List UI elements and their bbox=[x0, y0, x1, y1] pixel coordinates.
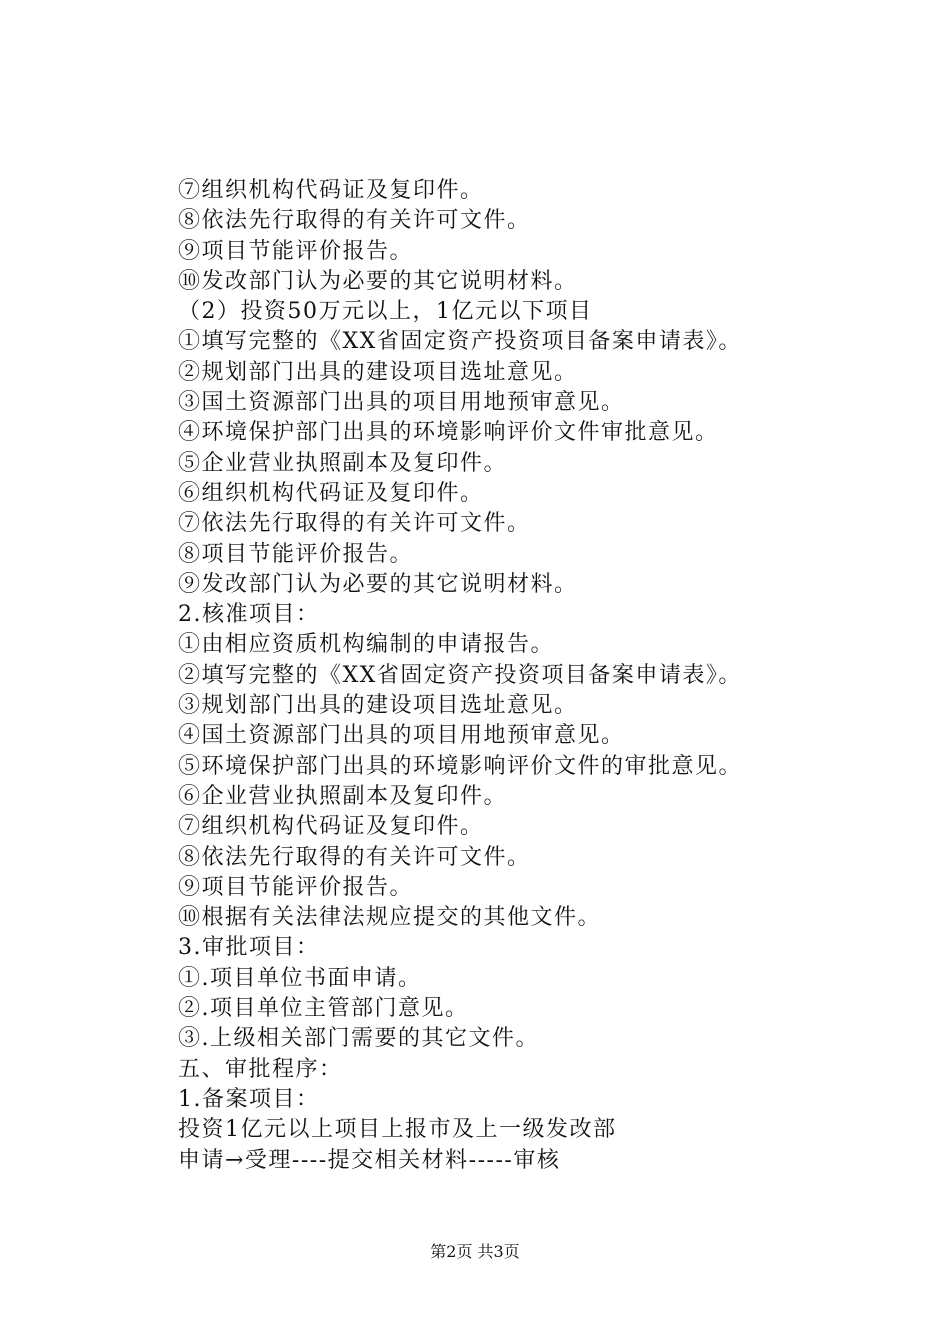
text-line: ⑨发改部门认为必要的其它说明材料。 bbox=[178, 571, 578, 597]
text-line: ⑧项目节能评价报告。 bbox=[178, 541, 414, 567]
text-line: ④国土资源部门出具的项目用地预审意见。 bbox=[178, 723, 625, 749]
text-line: ④环境保护部门出具的环境影响评价文件审批意见。 bbox=[178, 420, 719, 446]
section-heading: 2.核准项目： bbox=[178, 602, 320, 628]
text-line: ⑧依法先行取得的有关许可文件。 bbox=[178, 844, 531, 870]
text-line: ①.项目单位书面申请。 bbox=[178, 965, 422, 991]
text-line: ⑥企业营业执照副本及复印件。 bbox=[178, 783, 508, 809]
text-line: ②.项目单位主管部门意见。 bbox=[178, 996, 469, 1022]
page-number-footer: 第2页 共3页 bbox=[430, 1242, 520, 1261]
section-heading: 1.备案项目： bbox=[178, 1086, 320, 1112]
text-line: ⑦组织机构代码证及复印件。 bbox=[178, 814, 484, 840]
text-line: ⑩根据有关法律法规应提交的其他文件。 bbox=[178, 905, 602, 931]
section-heading: 3.审批项目： bbox=[178, 935, 320, 961]
section-heading: 五、审批程序： bbox=[178, 1056, 343, 1082]
text-line: ⑥组织机构代码证及复印件。 bbox=[178, 480, 484, 506]
text-line: ①由相应资质机构编制的申请报告。 bbox=[178, 632, 555, 658]
text-line: ①填写完整的《XX省固定资产投资项目备案申请表》。 bbox=[178, 329, 742, 355]
section-subheading: （2）投资50万元以上，1亿元以下项目 bbox=[178, 299, 593, 325]
text-line: 申请→受理----提交相关材料-----审核 bbox=[178, 1147, 561, 1173]
text-line: ⑦依法先行取得的有关许可文件。 bbox=[178, 511, 531, 537]
text-line: ⑨项目节能评价报告。 bbox=[178, 874, 414, 900]
text-line: ⑨项目节能评价报告。 bbox=[178, 238, 414, 264]
text-line: ③.上级相关部门需要的其它文件。 bbox=[178, 1026, 539, 1052]
text-line: ⑦组织机构代码证及复印件。 bbox=[178, 178, 484, 203]
text-line: ③规划部门出具的建设项目选址意见。 bbox=[178, 693, 578, 719]
text-line: ②规划部门出具的建设项目选址意见。 bbox=[178, 359, 578, 385]
text-line: 投资1亿元以上项目上报市及上一级发改部 bbox=[178, 1117, 617, 1143]
document-body bbox=[178, 176, 898, 1176]
text-line: ⑩发改部门认为必要的其它说明材料。 bbox=[178, 268, 578, 294]
text-line: ⑤企业营业执照副本及复印件。 bbox=[178, 450, 508, 476]
text-line: ③国土资源部门出具的项目用地预审意见。 bbox=[178, 390, 625, 416]
text-line: ⑤环境保护部门出具的环境影响评价文件的审批意见。 bbox=[178, 753, 743, 779]
text-line: ⑧依法先行取得的有关许可文件。 bbox=[178, 208, 531, 234]
text-line: ②填写完整的《XX省固定资产投资项目备案申请表》。 bbox=[178, 662, 742, 688]
